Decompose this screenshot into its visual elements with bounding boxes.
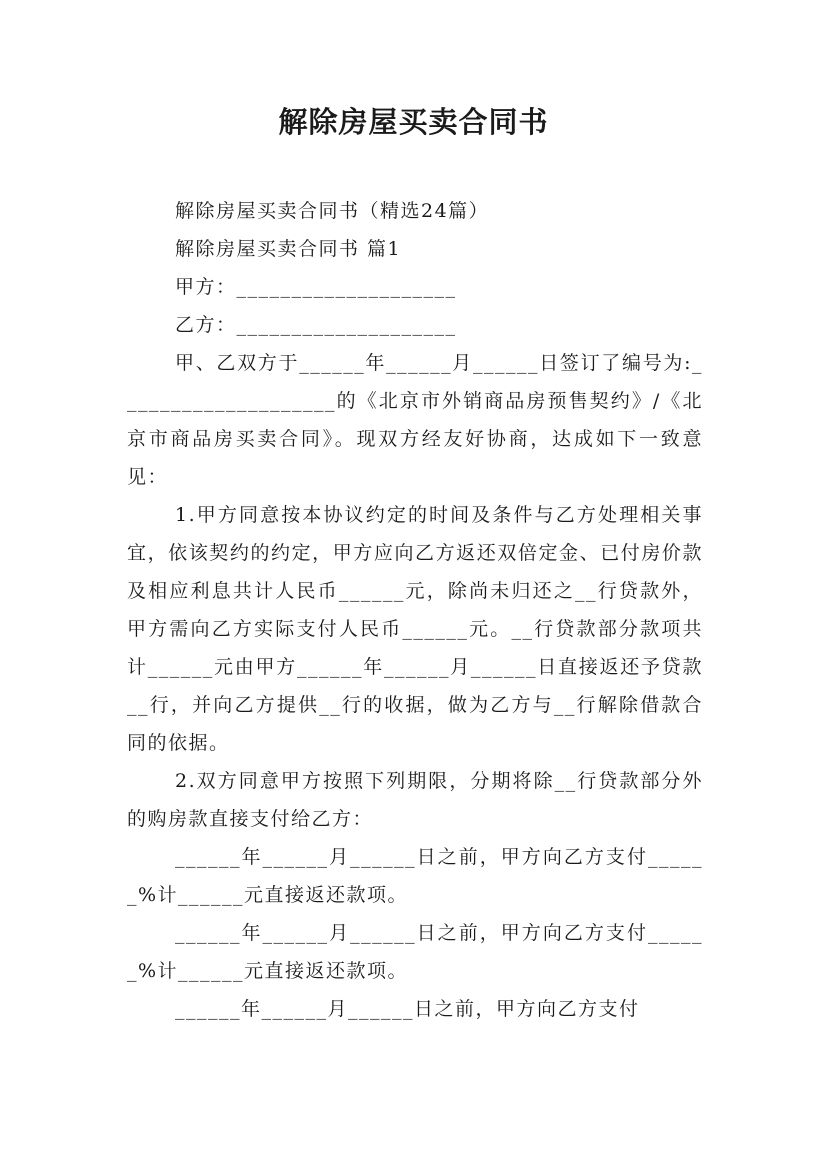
party-a-line: 甲方：____________________ [175, 276, 457, 298]
paragraph-subheading: 解除房屋买卖合同书 篇1 [175, 238, 402, 260]
document-title: 解除房屋买卖合同书 [278, 105, 549, 139]
payment-line-1: ______年______月______日之前，甲方向乙方支付______%计______元直接返还款项。 [127, 846, 703, 906]
paragraph-heading: 解除房屋买卖合同书（精选24篇） [175, 200, 490, 222]
party-b-line: 乙方：____________________ [175, 314, 457, 336]
clause-2: 2.双方同意甲方按照下列期限，分期将除__行贷款部分外的购房款直接支付给乙方： [127, 770, 703, 830]
payment-line-3: ______年______月______日之前，甲方向乙方支付 [175, 998, 640, 1020]
clause-1: 1.甲方同意按本协议约定的时间及条件与乙方处理相关事宜，依该契约的约定，甲方应向乙方返还双倍定金、已付房价款及相应利息共计人民币______元，除尚未归还之__行贷款外，甲方需向乙方实际支付人民币______元。__行贷款部分款项共计______元由甲方______年______月______日直接返还予贷款__行，并向乙方提供__行的收据，做为乙方与__行解除借款合同的依据。 [127, 504, 703, 754]
document-body [127, 192, 703, 1028]
paragraph-intro: 甲、乙双方于______年______月______日签订了编号为:____________________的《北京市外销商品房预售契约》/《北京市商品房买卖合同》。现双方经友好协商，达成如下一致意见： [127, 352, 703, 488]
payment-line-2: ______年______月______日之前，甲方向乙方支付______%计______元直接返还款项。 [127, 922, 703, 982]
